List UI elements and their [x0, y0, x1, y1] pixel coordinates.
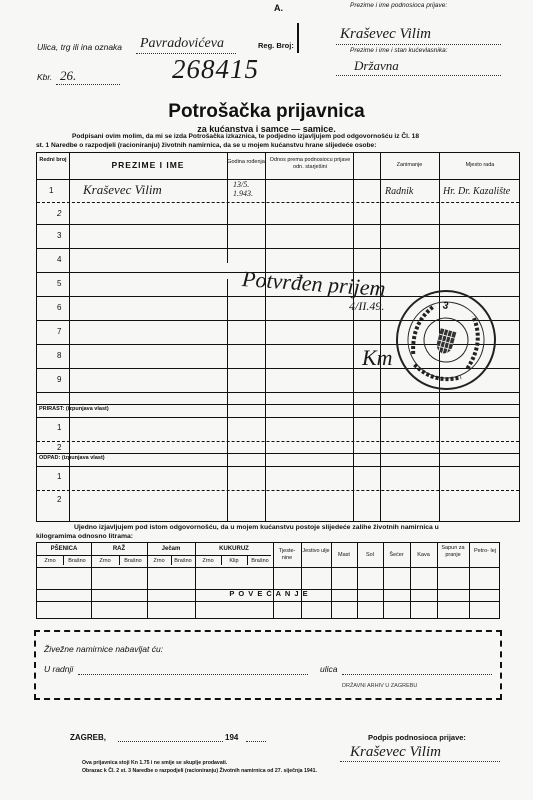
reg-number: 268415 — [172, 54, 259, 84]
birth-day: 13/5. — [233, 180, 250, 189]
street-label: Ulica, trg ili ina oznaka — [37, 42, 123, 52]
col-lard: Mast — [338, 552, 350, 558]
stock-table — [36, 542, 500, 619]
decrease-section-label: ODPAD: (izpunjava vlast) — [39, 455, 105, 461]
year-prefix: 194 — [225, 733, 239, 742]
row-number: 2 — [57, 209, 62, 218]
store-label: U radnji — [44, 664, 74, 674]
person-name: Kraševec Vilim — [83, 182, 162, 197]
form-title: Potrošačka prijavnica — [168, 101, 365, 122]
col-salt: Sol — [366, 552, 374, 558]
row-number: 8 — [57, 351, 62, 360]
birth-year: 1.943. — [233, 189, 253, 198]
header-name: PREZIME I IME — [111, 160, 185, 170]
subhead: Brašno — [174, 558, 192, 564]
applicant-name: Kraševec Vilim — [340, 26, 431, 42]
stock-statement-1: Ujedno izjavljujem pod istom odgovornošću, da u mojem kućanstvu postoje slijedeće zalihe životnih namirnica u — [74, 524, 439, 531]
confirmation-date: 4/II.49. — [349, 299, 385, 313]
col-sugar: Šećer — [389, 552, 404, 558]
stock-statement-2: kilogramima odnosno litrama: — [36, 533, 134, 540]
row-number: 2 — [57, 443, 62, 452]
applicant-signature: Kraševec Vilim — [350, 744, 441, 760]
row-number: 1 — [57, 472, 62, 481]
col-petroleum: Petro- lej — [473, 548, 496, 554]
store-street-label: ulica — [320, 664, 338, 674]
price-note: Ova prijavnica stoji Kn 1.75 i ne smije se skuplje prodavati. — [82, 760, 228, 766]
col-pasta: Tjeste- nine — [278, 548, 296, 561]
increase-section-label: PRIRAST: (izpunjava vlast) — [39, 406, 109, 412]
archive-stamp: DRŽAVNI ARHIV U ZAGREBU — [342, 683, 418, 689]
group-barley: Ječam — [161, 546, 181, 552]
reg-label: Reg. Broj: — [258, 41, 294, 50]
applicant-label: Prezime i ime podnosioca prijave: — [350, 2, 448, 9]
header-occupation: Zanimanje — [396, 162, 423, 168]
row-number: 1 — [49, 186, 54, 195]
place-label: ZAGREB, — [70, 733, 106, 742]
intro-line-1: Podpisani ovim molim, da mi se izda Potrošačka izkaznica, te podjedno izjavljujem pod odgovornošću iz Čl. 18 — [72, 133, 419, 140]
subhead: Zrno — [44, 558, 56, 564]
landlord-value: Državna — [354, 58, 399, 73]
header-relation: Odnos prema podnosiocu prijave odn. starješini — [269, 157, 351, 170]
kbr-value: 26. — [60, 68, 77, 83]
row-number: 2 — [57, 495, 62, 504]
kbr-label: Kbr. — [37, 72, 53, 82]
header-workplace: Mjesto rada — [465, 162, 495, 168]
row-number: 6 — [57, 303, 62, 312]
supply-label: Živežne namirnice nabavljat ću: — [44, 644, 164, 654]
confirmation-note: Potvrđen prijem — [241, 266, 387, 301]
header-birth-year: Godina rođenja — [227, 159, 265, 165]
form-subtitle: za kućanstva i samce — samice. — [197, 124, 336, 134]
landlord-label: Prezime i ime i stan kućevlasnika: — [350, 47, 448, 54]
subhead: Zrno — [202, 558, 214, 564]
street-value: Pavradovićeva — [140, 36, 224, 51]
subhead: Brašno — [251, 558, 269, 564]
group-wheat: PŠENICA — [50, 546, 78, 552]
row-number: 1 — [57, 423, 62, 432]
col-soap: Sapun za pranje — [441, 545, 465, 558]
group-corn: KUKURUZ — [219, 546, 249, 552]
row-number: 5 — [57, 279, 62, 288]
row-number: 9 — [57, 375, 62, 384]
increase-row-label: P O V E Ć A N J E — [229, 589, 309, 598]
stamp-number: 3 — [441, 300, 450, 313]
subhead: Brašno — [124, 558, 142, 564]
subhead: Zrno — [99, 558, 111, 564]
row-number: 3 — [57, 231, 62, 240]
col-coffee: Kava — [417, 552, 430, 558]
subhead: Klip — [229, 558, 239, 564]
signature-label: Podpis podnosioca prijave: — [368, 733, 466, 742]
group-rye: RAŽ — [112, 546, 126, 552]
workplace: Hr. Dr. Kazalište — [443, 186, 511, 197]
form-letter: A. — [274, 3, 283, 13]
row-number: 7 — [57, 327, 62, 336]
subhead: Zrno — [153, 558, 165, 564]
law-note: Obrazac k Čl. 2 st. 3 Naredbe o razpodjeli (racioniranju) Životnih namirnica od 27. siječnja 1941. — [82, 768, 317, 774]
occupation: Radnik — [385, 186, 414, 197]
supply-box — [34, 630, 502, 700]
intro-line-2: st. 1 Naredbe o razpodjeli (racioniranju) životnih namirnica, da se u mojem kućanstvu hrane slijedeće osobe: — [36, 142, 377, 149]
subhead: Brašno — [68, 558, 86, 564]
col-oil: Jestivo ulje — [302, 548, 330, 554]
header-number: Redni broj — [39, 157, 67, 163]
row-number: 4 — [57, 255, 62, 264]
official-initial: Km — [362, 345, 393, 370]
